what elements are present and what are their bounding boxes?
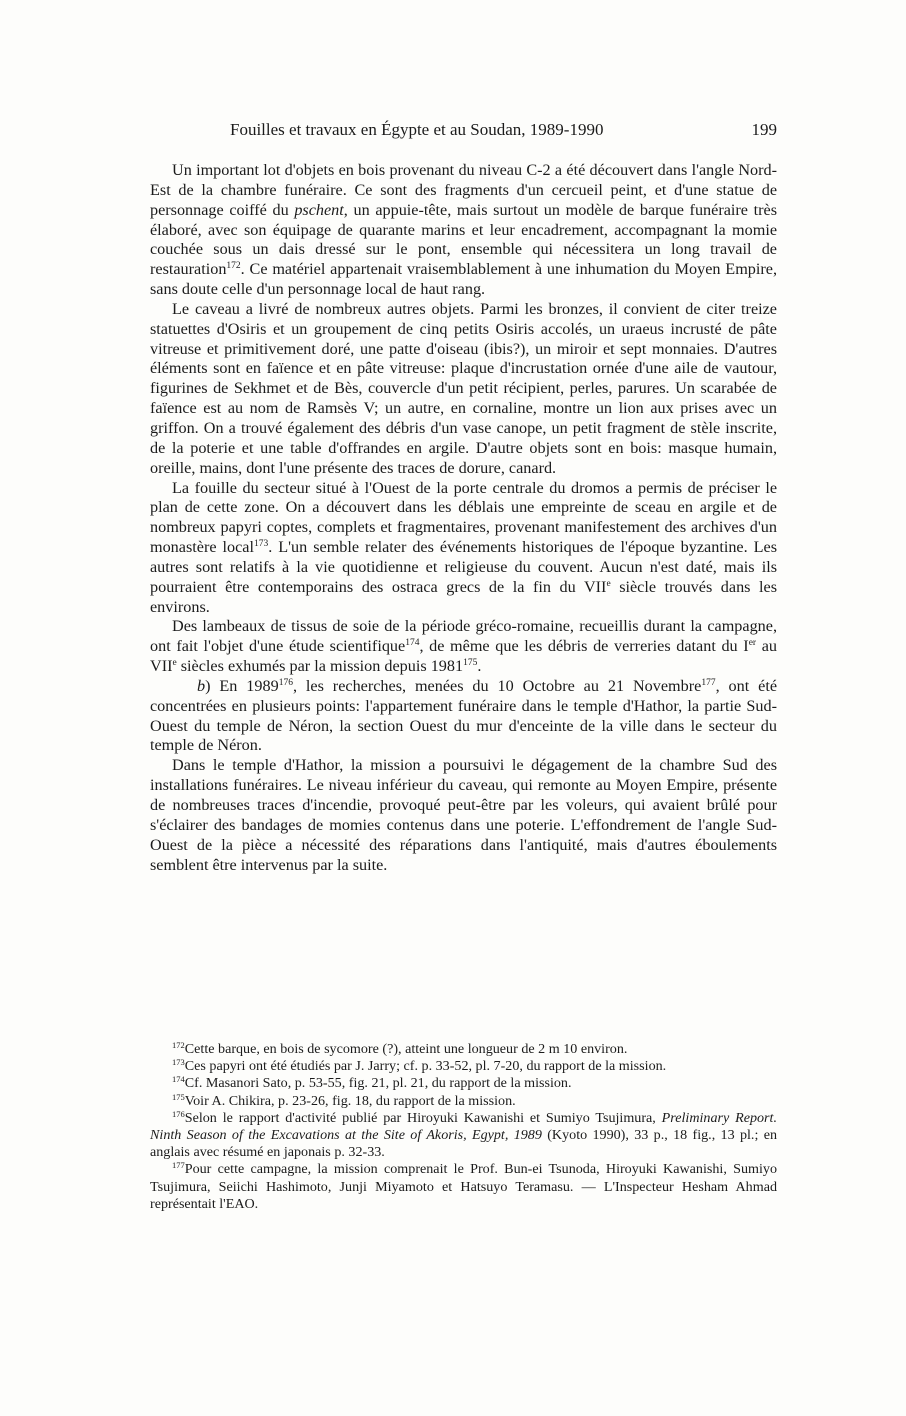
- note-reference: 172: [172, 1040, 185, 1050]
- note-reference: 175: [172, 1091, 185, 1102]
- paragraph: [150, 756, 777, 875]
- text-run: , de même que les débris de verreries datant du I: [419, 637, 749, 656]
- text-run: La fouille du secteur situé à l'Ouest de la porte centrale du dromos a permis de préciser le plan de cette zone. On a découvert dans les déblais une empreinte de sceau en argile et de nombreux papyri coptes, complets et fragmentaires, provenant manifestement des archives d'un monastère local: [150, 478, 777, 557]
- running-header: [150, 120, 777, 142]
- footnotes: [150, 1041, 777, 1213]
- text-run: siècle trouvés dans les environs.: [150, 577, 778, 616]
- italic-text: b: [197, 676, 206, 695]
- text-run: Cette barque, en bois de sycomore (?), atteint une longueur de 2 m 10 environ.: [184, 1041, 628, 1057]
- body-text: [150, 161, 777, 875]
- note-reference: 177: [701, 677, 716, 688]
- note-reference: e: [606, 578, 611, 589]
- note-reference: 173: [172, 1057, 185, 1068]
- text-run: , ont été concentrées en plusieurs points: l'appartement funéraire dans le temple d'Hathor, la partie Sud-Ouest du temple de Néron, la section Ouest du mur d'enceinte de la ville dans le secteur du temple de Néron.: [150, 676, 777, 755]
- note-reference: 173: [253, 539, 269, 550]
- paragraph: [150, 479, 777, 618]
- footnote: [150, 1075, 777, 1092]
- note-reference: 174: [172, 1074, 185, 1085]
- footnote: [150, 1161, 777, 1213]
- note-reference: er: [748, 638, 757, 649]
- text-run: Voir A. Chikira, p. 23-26, fig. 18, du rapport de la mission.: [184, 1092, 516, 1109]
- text-run: , les recherches, menées du 10 Octobre au 21 Novembre: [292, 676, 702, 695]
- text-run: , un appuie-tête, mais surtout un modèle de barque funéraire très élaboré, avec son équipage de quarante marins et leur encadrement, accompagnant la momie couchée sous un dais dressé sur le pont, ensemble qui nécessitera un long travail de restauration: [150, 200, 777, 279]
- text-run: (Kyoto 1990), 33 p., 18 fig., 13 pl.; en anglais avec résumé en japonais p. 32-33.: [150, 1127, 778, 1161]
- footnote: [150, 1110, 777, 1162]
- note-reference: 172: [226, 261, 241, 272]
- text-run: Un important lot d'objets en bois provenant du niveau C-2 a été découvert dans l'angle Nord-Est de la chambre funéraire. Ce sont des fragments d'un cercueil peint, et d'une statue de personnage coiffé du: [150, 161, 777, 219]
- text-run: Le caveau a livré de nombreux autres objets. Parmi les bronzes, il convient de citer treize statuettes d'Osiris et un groupement de cinq petits Osiris accolés, un uraeus incrusté de pâte vitreuse et primitivement doré, une patte d'oiseau (ibis?), un miroir et sept monnaies. D'autres éléments sont en faïence et en pâte vitreuse: plaque d'incrustation ornée d'une aile de vautour, figurines de Sekhmet et de Bès, couvercle d'un petit récipient, perles, parures. Un scarabée de faïence est au nom de Ramsès V; un autre, en cornaline, montre un lion aux prises avec un griffon. On a trouvé également des débris d'un vase canope, un petit fragment de stèle inscrite, de la poterie et une table d'offrandes en argile. D'autre objets sont en bois: masque humain, oreille, mains, dont l'une présente des traces de dorure, canard.: [150, 299, 777, 477]
- text-run: Pour cette campagne, la mission comprenait le Prof. Bun-ei Tsunoda, Hiroyuki Kawanishi, Sumiyo Tsujimura, Seiichi Hashimoto, Junji Miyamoto et Hatsuyo Teramasu. — L'Inspecteur Hesham Ahmad représentait l'EAO.: [150, 1161, 777, 1212]
- text-run: Ces papyri ont été étudiés par J. Jarry; cf. p. 33-52, pl. 7-20, du rapport de la mission.: [184, 1058, 667, 1075]
- text-run: . Ce matériel appartenait vraisemblablement à une inhumation du Moyen Empire, sans doute celle d'un personnage local de haut rang.: [150, 260, 777, 299]
- note-reference: 175: [463, 658, 478, 669]
- text-run: .: [477, 657, 482, 676]
- text-run: Selon le rapport d'activité publié par Hiroyuki Kawanishi et Sumiyo Tsujimura,: [184, 1109, 662, 1126]
- footnote: [150, 1058, 777, 1075]
- text-run: . L'un semble relater des événements historiques de l'époque byzantine. Les autres sont relatifs à la vie quotidienne et religieuse du couvent. Aucun n'est daté, mais ils pourraient être contemporains des ostraca grecs de la fin du VII: [150, 538, 778, 596]
- text-run: ) En 1989: [205, 676, 279, 695]
- paragraph: [150, 617, 777, 677]
- paragraph: [150, 161, 777, 300]
- italic-text: Preliminary Report. Ninth Season of the Excavations at the Site of Akoris, Egypt, 1989: [150, 1109, 777, 1144]
- note-reference: e: [172, 658, 177, 669]
- running-title: Fouilles et travaux en Égypte et au Soudan, 1989-1990: [230, 120, 604, 139]
- footnote: [150, 1041, 777, 1058]
- text-run: Cf. Masanori Sato, p. 53-55, fig. 21, pl. 21, du rapport de la mission.: [184, 1075, 572, 1092]
- note-reference: 177: [172, 1160, 185, 1171]
- page-number: 199: [751, 120, 777, 139]
- paragraph: [150, 677, 777, 756]
- footnote: [150, 1093, 777, 1110]
- paragraph: [150, 300, 777, 479]
- text-run: Dans le temple d'Hathor, la mission a poursuivi le dégagement de la chambre Sud des installations funéraires. Le niveau inférieur du caveau, qui remonte au Moyen Empire, présente de nombreuses traces d'incendie, provoqué peut-être par les voleurs, qui avaient brûlé pour s'éclairer des bandages de momies contenus dans une poterie. L'effondrement de l'angle Sud-Ouest de la pièce a nécessité des réparations dans l'antiquité, mais d'autres éboulements semblent être intervenus par la suite.: [150, 756, 777, 874]
- note-reference: 174: [405, 638, 420, 649]
- note-reference: 176: [278, 677, 293, 688]
- note-reference: 176: [172, 1108, 185, 1119]
- text-run: Des lambeaux de tissus de soie de la période gréco-romaine, recueillis durant la campagne, ont fait l'objet d'une étude scientifique: [150, 617, 777, 656]
- text-run: siècles exhumés par la mission depuis 1981: [176, 657, 464, 676]
- italic-text: pschent: [294, 200, 344, 219]
- text-run: au VII: [150, 637, 777, 676]
